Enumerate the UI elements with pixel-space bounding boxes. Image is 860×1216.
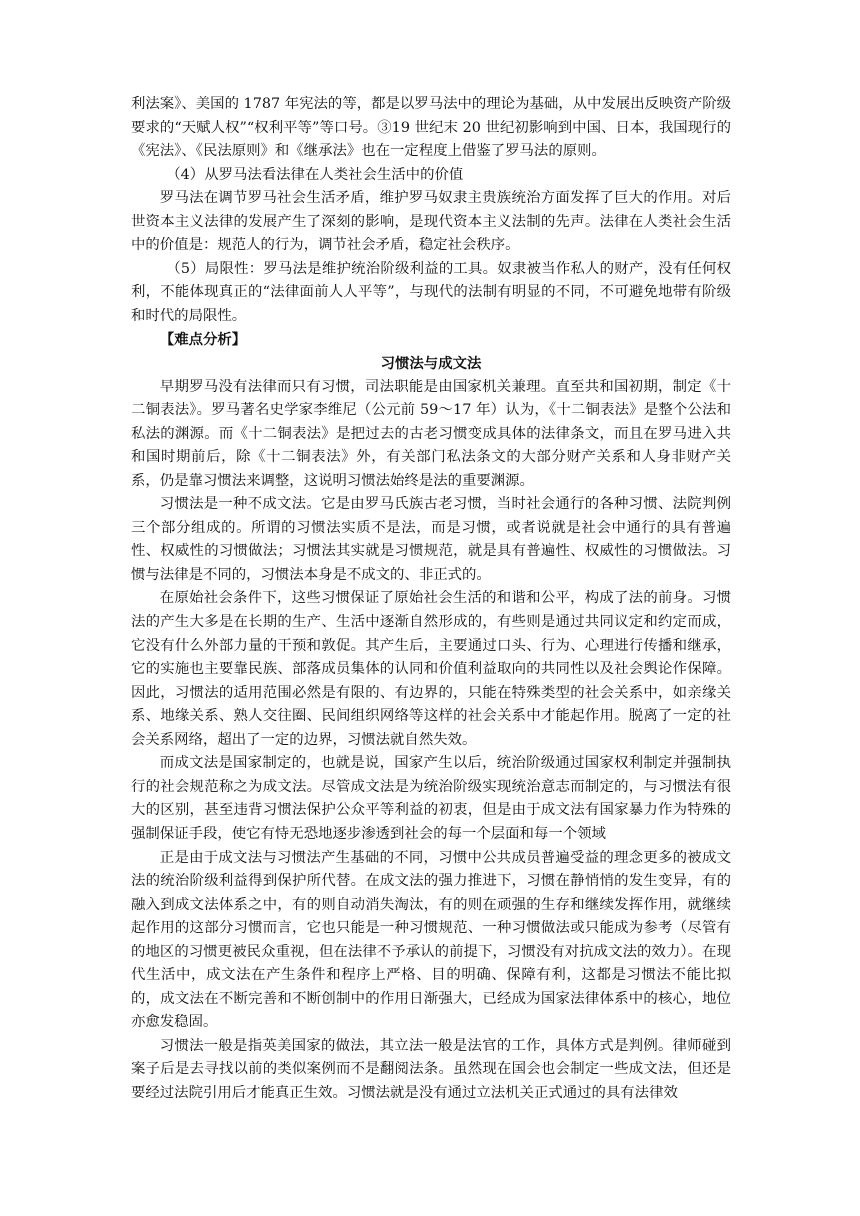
paragraph-early-rome-custom: 早期罗马没有法律而只有习惯，司法职能是由国家机关兼理。直至共和国初期，制定《十二铜表法》。罗马著名史学家李维尼（公元前 59～17 年）认为，《十二铜表法》是整个公法和私法的渊源。而《十二铜表法》是把过去的古老习惯变成具体的法律条文，而且在罗马进入共和国时期前后，除《十二铜表法》外，有关部门私法条文的大部分财产关系和人身非财产关系，仍是靠习惯法来调整，这说明习惯法始终是法的重要渊源。 <box>131 378 731 489</box>
paragraph-written-law-definition: 而成文法是国家制定的，也就是说，国家产生以后，统治阶级通过国家权利制定并强制执行的社会规范称之为成文法。尽管成文法是为统治阶级实现统治意志而制定的，与习惯法有很大的区别，甚至违背习惯法保护公众平等利益的初衷，但是由于成文法有国家暴力作为特殊的强制保证手段，使它有恃无恐地逐步渗透到社会的每一个层面和每一个领域 <box>131 755 731 842</box>
paragraph-roman-law-role: 罗马法在调节罗马社会生活矛盾，维护罗马奴隶主贵族统治方面发挥了巨大的作用。对后世资本主义法律的发展产生了深刻的影响，是现代资本主义法制的先声。法律在人类社会生活中的价值是：规范人的行为，调节社会矛盾，稳定社会秩序。 <box>131 190 731 254</box>
section-title-customary-and-written-law: 习惯法与成文法 <box>380 355 482 373</box>
subheading-value-of-law: （4）从罗马法看法律在人类社会生活中的价值 <box>166 166 464 183</box>
paragraph-limitations: （5）局限性：罗马法是维护统治阶级利益的工具。奴隶被当作私人的财产，没有任何权利，不能体现真正的“法律面前人人平等”，与现代的法制有明显的不同，不可避免地带有阶级和时代的局限性。 <box>131 260 731 324</box>
paragraph-primitive-society: 在原始社会条件下，这些习惯保证了原始社会生活的和谐和公平，构成了法的前身。习惯法的产生大多是在长期的生产、生活中逐渐自然形成的，有些则是通过共同议定和约定而成，它没有什么外部力量的干预和敦促。其产生后，主要通过口头、行为、心理进行传播和继承，它的实施也主要靠民族、部落成员集体的认同和价值利益取向的共同性以及社会舆论作保障。因此，习惯法的适用范围必然是有限的、有边界的，只能在特殊类型的社会关系中，如亲缘关系、地缘关系、熟人交往圈、民间组织网络等这样的社会关系中才能起作用。脱离了一定的社会关系网络，超出了一定的边界，习惯法就自然失效。 <box>131 590 731 748</box>
paragraph-customary-law-definition: 习惯法是一种不成文法。它是由罗马氏族古老习惯，当时社会通行的各种习惯、法院判例三个部分组成的。所谓的习惯法实质不是法，而是习惯，或者说就是社会中通行的具有普遍性、权威性的习惯做法；习惯法其实就是习惯规范，就是具有普遍性、权威性的习惯做法。习惯与法律是不同的，习惯法本身是不成文的、非正式的。 <box>131 496 731 583</box>
section-heading-difficulty-analysis: 【难点分析】 <box>159 331 247 349</box>
document-page <box>131 93 731 1106</box>
paragraph-different-foundations: 正是由于成文法与习惯法产生基础的不同，习惯中公共成员普遍受益的理念更多的被成文法的统治阶级利益得到保护所代替。在成文法的强力推进下，习惯在静悄悄的发生变异，有的融入到成文法体系之中，有的则自动消失淘汰，有的则在顽强的生存和继续发挥作用，就继续起作用的这部分习惯而言，它也只能是一种习惯规范、一种习惯做法或只能成为参考（尽管有的地区的习惯更被民众重视，但在法律不予承认的前提下，习惯没有对抗成文法的效力）。在现代生活中，成文法在产生条件和程序上严格、目的明确、保障有利，这都是习惯法不能比拟的，成文法在不断完善和不断创制中的作用日渐强大，已经成为国家法律体系中的核心，地位亦愈发稳固。 <box>131 849 731 1031</box>
paragraph-common-law-practice: 习惯法一般是指英美国家的做法，其立法一般是法官的工作，具体方式是判例。律师碰到案子后是去寻找以前的类似案例而不是翻阅法条。虽然现在国会也会制定一些成文法，但还是要经过法院引用后才能真正生效。习惯法就是没有通过立法机关正式通过的具有法律效 <box>131 1037 731 1101</box>
paragraph-continued-roman-law-influence: 利法案》、美国的 1787 年宪法的等，都是以罗马法中的理论为基础，从中发展出反映资产阶级要求的“天赋人权”“权利平等”等口号。③19 世纪末 20 世纪初影响到中国、日本，我国现行的《宪法》、《民法原则》和《继承法》也在一定程度上借鉴了罗马法的原则。 <box>131 96 731 160</box>
